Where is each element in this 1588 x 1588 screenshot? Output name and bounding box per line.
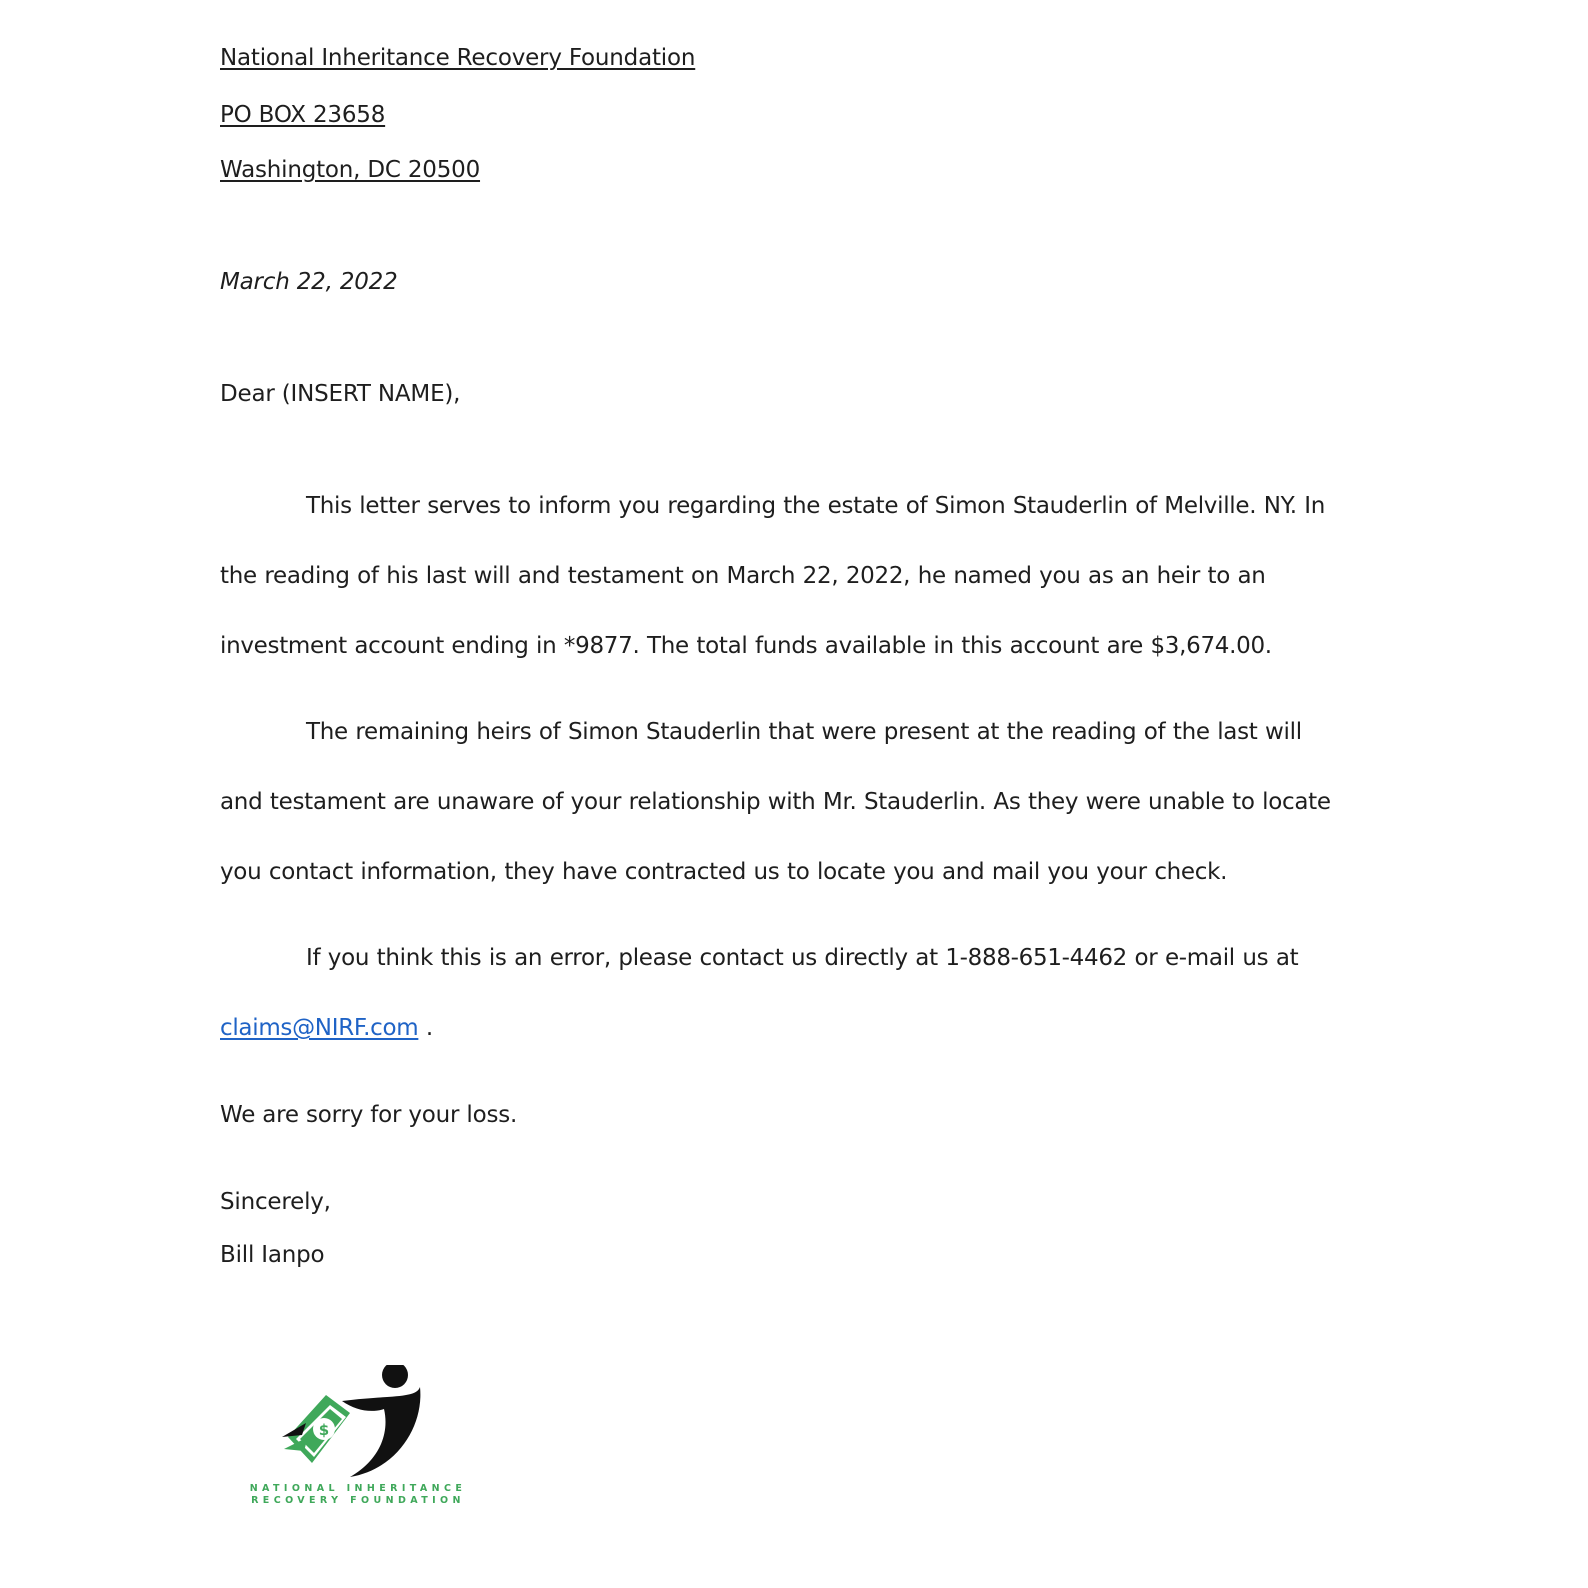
closing: Sincerely, [220,1189,331,1215]
email-link[interactable]: claims@NIRF.com [220,1015,419,1041]
signature-name: Bill Ianpo [220,1242,325,1268]
foundation-logo [238,1365,478,1545]
logo-caption-line-1: NATIONAL INHERITANCE [249,1483,467,1494]
body-paragraph-1: This letter serves to inform you regarding the estate of Simon Stauderlin of Melville. NY. In the reading of his last will and testament on March 22, 2022, he named you as an heir to an investment account ending in *9877. The total funds available in this account are $3,674.00. [220,493,1326,659]
svg-text:$: $ [318,1421,330,1439]
paragraph-3-end: . [425,1015,433,1041]
body-paragraph-3 [220,923,1340,1063]
money-figure-logo-icon [238,1365,478,1495]
city-state-zip: Washington, DC 20500 [220,157,481,183]
logo-caption-line-2: RECOVERY FOUNDATION [251,1495,465,1506]
salutation: Dear (INSERT NAME), [220,381,461,407]
body-paragraph-2: The remaining heirs of Simon Stauderlin that were present at the reading of the last will and testament are unaware of your relationship with Mr. Stauderlin. As they were unable to locate you contact information, they have contracted us to locate you and mail you your check. [220,719,1331,885]
paragraph-3-text: If you think this is an error, please contact us directly at 1-888-651-4462 or e-mail us at [306,945,1299,971]
po-box: PO BOX 23658 [220,102,386,128]
condolence: We are sorry for your loss. [220,1102,518,1128]
letter-date: March 22, 2022 [220,269,398,295]
org-name: National Inheritance Recovery Foundation [220,45,696,71]
